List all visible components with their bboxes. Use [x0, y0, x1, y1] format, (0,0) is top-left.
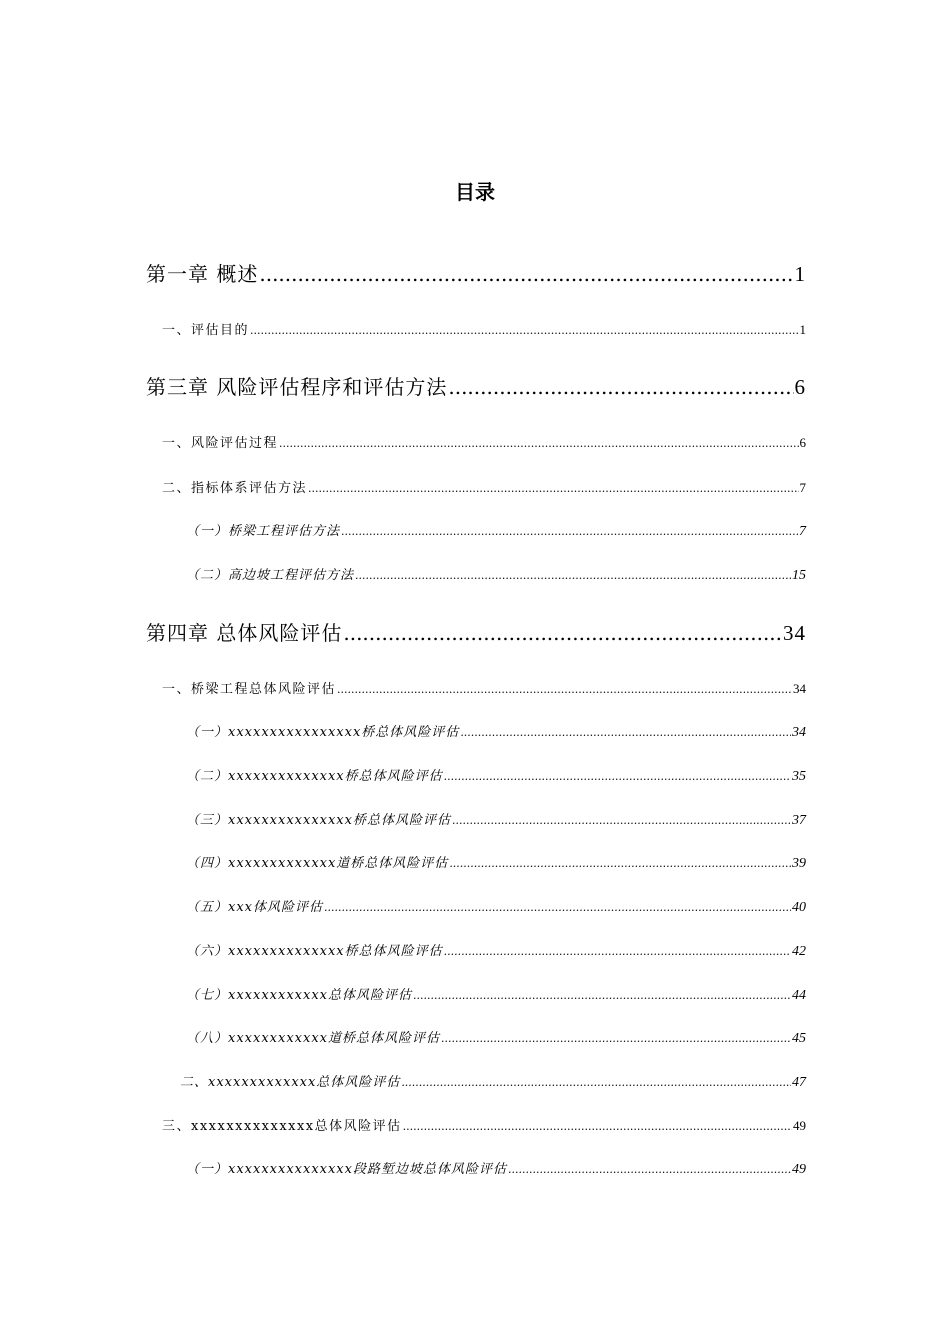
toc-page-number: 44 [792, 988, 806, 1003]
toc-label: 三、xxxxxxxxxxxxxx总体风险评估 [162, 1119, 402, 1134]
toc-leader [449, 857, 791, 870]
toc-label: （二）xxxxxxxxxxxxxx桥总体风险评估 [186, 769, 443, 784]
toc-leader [259, 262, 793, 286]
toc-chapter[interactable] [146, 258, 806, 287]
toc-section[interactable] [180, 1071, 806, 1091]
toc-leader [343, 621, 782, 645]
toc-leader [444, 770, 791, 783]
toc-subsection[interactable] [186, 520, 806, 540]
toc-page-number: 7 [799, 480, 806, 495]
toc-label: 第四章 总体风险评估 [146, 621, 343, 645]
toc-leader [403, 1120, 792, 1133]
toc-subsection[interactable] [186, 721, 806, 741]
toc-leader [355, 569, 791, 582]
toc-label: 一、桥梁工程总体风险评估 [162, 682, 337, 697]
toc-section[interactable] [162, 678, 806, 697]
toc-label: 第一章 概述 [146, 262, 259, 286]
toc-label: （二）高边坡工程评估方法 [186, 568, 355, 583]
toc-page-number: 34 [793, 681, 806, 696]
toc-subsection[interactable] [186, 809, 806, 829]
toc-subsection[interactable] [186, 940, 806, 960]
toc-label: 一、风险评估过程 [162, 436, 279, 451]
toc-subsection[interactable] [186, 852, 806, 872]
toc-leader [460, 726, 791, 739]
toc-page-number: 47 [792, 1075, 806, 1090]
toc-label: （四）xxxxxxxxxxxxx道桥总体风险评估 [186, 856, 449, 871]
toc-subsection[interactable] [186, 984, 806, 1004]
toc-label: （一）xxxxxxxxxxxxxxxx桥总体风险评估 [186, 725, 460, 740]
toc-page-number: 49 [792, 1162, 806, 1177]
toc-label: （五）xxx体风险评估 [186, 900, 323, 915]
toc-leader [444, 945, 791, 958]
toc-leader [324, 901, 791, 914]
toc-page-number: 42 [792, 944, 806, 959]
toc-page-number: 6 [799, 435, 806, 450]
toc-page-number: 34 [792, 725, 806, 740]
toc-chapter[interactable] [146, 371, 806, 400]
toc-section[interactable] [162, 319, 806, 338]
toc-leader [308, 482, 798, 495]
toc-page-number: 15 [792, 568, 806, 583]
toc-label: （八）xxxxxxxxxxxx道桥总体风险评估 [186, 1031, 440, 1046]
toc-page-number: 34 [783, 621, 806, 645]
toc-label: （一）xxxxxxxxxxxxxxx段路堑边坡总体风险评估 [186, 1162, 507, 1177]
toc-leader [279, 437, 798, 450]
toc-chapter[interactable] [146, 617, 806, 646]
toc-page-number: 1 [799, 322, 806, 337]
toc-leader [448, 375, 793, 399]
toc-page-number: 39 [792, 856, 806, 871]
toc-section[interactable] [162, 432, 806, 451]
toc-subsection[interactable] [186, 765, 806, 785]
toc-label: 第三章 风险评估程序和评估方法 [146, 375, 448, 399]
toc-subsection[interactable] [186, 896, 806, 916]
toc-label: 一、评估目的 [162, 323, 250, 338]
toc-label: （一）桥梁工程评估方法 [186, 524, 341, 539]
toc-subsection[interactable] [186, 1158, 806, 1178]
toc-leader [413, 989, 791, 1002]
toc-leader [337, 683, 792, 696]
toc-leader [452, 814, 791, 827]
toc-leader [250, 324, 798, 337]
toc-page-number: 35 [792, 769, 806, 784]
toc-page-number: 6 [794, 375, 806, 399]
toc-section[interactable] [162, 1115, 806, 1134]
toc-leader [341, 525, 798, 538]
toc-label: （六）xxxxxxxxxxxxxx桥总体风险评估 [186, 944, 443, 959]
toc-leader [441, 1032, 791, 1045]
toc-leader [401, 1076, 791, 1089]
toc-label: 二、指标体系评估方法 [162, 481, 308, 496]
toc-page-number: 49 [793, 1118, 806, 1133]
toc-page-number: 7 [799, 524, 806, 539]
toc-label: （三）xxxxxxxxxxxxxxx桥总体风险评估 [186, 813, 451, 828]
toc-leader [508, 1163, 791, 1176]
toc-label: 二、xxxxxxxxxxxxx总体风险评估 [180, 1075, 401, 1090]
toc-page-number: 45 [792, 1031, 806, 1046]
page-title: 目录 [455, 180, 495, 204]
toc-page-number: 37 [792, 813, 806, 828]
toc-label: （七）xxxxxxxxxxxx总体风险评估 [186, 988, 412, 1003]
toc-section[interactable] [162, 477, 806, 496]
toc-subsection[interactable] [186, 564, 806, 584]
toc-page-number: 1 [794, 262, 806, 286]
toc-subsection[interactable] [186, 1027, 806, 1047]
toc-page-number: 40 [792, 900, 806, 915]
